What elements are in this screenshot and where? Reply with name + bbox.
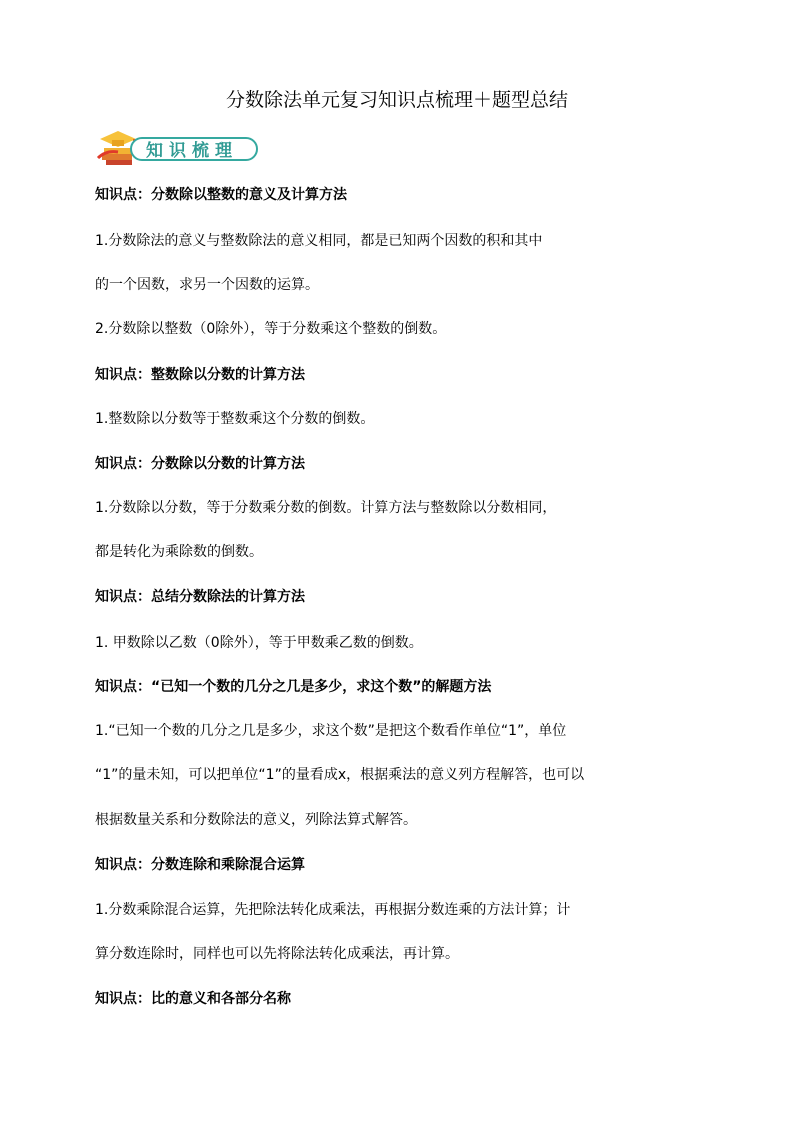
banner-label: 知识梳理 xyxy=(146,141,238,161)
paragraph-line: 1.整数除以分数等于整数乘这个分数的倒数。 xyxy=(95,411,375,427)
section-banner xyxy=(96,128,260,168)
paragraph-line: 根据数量关系和分数除法的意义，列除法算式解答。 xyxy=(95,812,417,828)
paragraph-line: 1.分数除法的意义与整数除法的意义相同，都是已知两个因数的积和其中 xyxy=(95,233,543,249)
paragraph-line: 1. 甲数除以乙数（0除外），等于甲数乘乙数的倒数。 xyxy=(95,635,423,651)
knowledge-point-heading: 知识点：分数除以分数的计算方法 xyxy=(95,456,305,472)
document-title: 分数除法单元复习知识点梳理＋题型总结 xyxy=(225,89,568,111)
knowledge-point-heading: 知识点：比的意义和各部分名称 xyxy=(95,991,291,1007)
knowledge-point-heading: 知识点：“已知一个数的几分之几是多少，求这个数”的解题方法 xyxy=(95,679,492,695)
paragraph-line: 1.“已知一个数的几分之几是多少，求这个数”是把这个数看作单位“1”，单位 xyxy=(95,723,567,739)
paragraph-line: 1.分数乘除混合运算，先把除法转化成乘法，再根据分数连乘的方法计算；计 xyxy=(95,902,571,918)
paragraph-line: 的一个因数，求另一个因数的运算。 xyxy=(95,277,319,293)
paragraph-line: 2.分数除以整数（0除外），等于分数乘这个整数的倒数。 xyxy=(95,321,447,337)
paragraph-line: “1”的量未知，可以把单位“1”的量看成x，根据乘法的意义列方程解答，也可以 xyxy=(95,767,585,783)
paragraph-line: 都是转化为乘除数的倒数。 xyxy=(95,544,263,560)
knowledge-point-heading: 知识点：分数除以整数的意义及计算方法 xyxy=(95,187,347,203)
knowledge-point-heading: 知识点：分数连除和乘除混合运算 xyxy=(95,857,305,873)
paragraph-line: 算分数连除时，同样也可以先将除法转化成乘法，再计算。 xyxy=(95,946,459,962)
knowledge-point-heading: 知识点：整数除以分数的计算方法 xyxy=(95,367,305,383)
knowledge-point-heading: 知识点：总结分数除法的计算方法 xyxy=(95,589,305,605)
paragraph-line: 1.分数除以分数，等于分数乘分数的倒数。计算方法与整数除以分数相同， xyxy=(95,500,557,516)
